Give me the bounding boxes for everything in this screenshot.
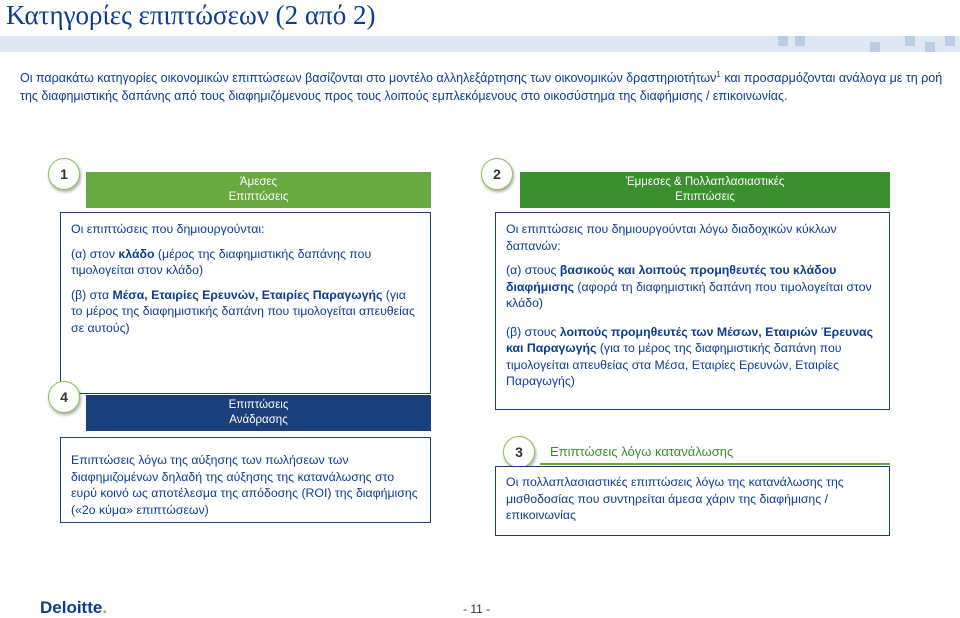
- card3-number-badge: 3: [503, 436, 535, 468]
- decor-square: [795, 36, 805, 46]
- card1-intro: Οι επιπτώσεις που δημιουργούνται:: [71, 222, 265, 236]
- decor-square: [905, 36, 915, 46]
- card4-header: [86, 395, 431, 431]
- card1-item-b: (β) στα Μέσα, Εταιρίες Ερευνών, Εταιρίες Παραγωγής (για το μέρος της διαφημιστικής δαπάνη που τιμολογείται απευθείας σε αυτούς): [71, 287, 415, 335]
- card4-header-line1: Επιπτώσεις: [228, 399, 289, 411]
- title-divider-bar: [0, 36, 960, 52]
- card4-header-line2: Ανάδρασης: [229, 414, 288, 426]
- decor-square: [925, 42, 935, 52]
- page-number: - 11 -: [463, 602, 491, 616]
- card1-body: [60, 212, 431, 394]
- card2-header-line2: Επιπτώσεις: [675, 191, 735, 203]
- card2-item-a: (α) στους βασικούς και λοιπούς προμηθευτές του κλάδου διαφήμισης (αφορά τη διαφημιστική δαπάνη που τιμολογείται στον κλάδο): [506, 263, 872, 310]
- card1-header-line1: Άμεσες: [239, 176, 278, 188]
- card3-header-underline: [540, 463, 890, 465]
- card2-intro: Οι επιπτώσεις που δημιουργούνται λόγω διαδοχικών κύκλων δαπανών:: [506, 222, 837, 253]
- deloitte-logo: Deloitte.: [40, 598, 108, 617]
- card1-item-a: (α) στον κλάδο (μέρος της διαφημιστικής δαπάνης που τιμολογείται στον κλάδο): [71, 246, 372, 277]
- intro-text: Οι παρακάτω κατηγορίες οικονομικών επιπτώσεων βασίζονται στο μοντέλο αλληλεξάρτησης των οικονομικών δραστηριοτήτων: [20, 71, 717, 86]
- decor-square: [945, 36, 955, 46]
- intro-text-cont: και προσαρμόζονται ανάλογα με τη ροή της διαφημιστικής δαπάνης από τους διαφημιζόμενους προς τους λοιπούς εμπλεκόμενους στο οικοσύστημα της διαφήμισης / επικοινωνίας.: [20, 71, 943, 104]
- footnote-ref[interactable]: 1: [716, 70, 721, 79]
- card2-item-b: (β) στους λοιπούς προμηθευτές των Μέσων, Εταιριών Έρευνας και Παραγωγής (για το μέρος της διαφημιστικής δαπάνη που τιμολογείται απευθείας στα Μέσα, Εταιρίες Ερευνών, Εταιρίες Παραγωγής): [506, 324, 874, 388]
- card2-number-badge: 2: [481, 158, 513, 190]
- card1-number-badge: 1: [48, 158, 80, 190]
- card3-body: [495, 466, 890, 536]
- card3-header: Επιπτώσεις λόγω κατανάλωσης: [550, 444, 734, 459]
- card2-header: [520, 172, 890, 208]
- card3-text: Οι πολλαπλασιαστικές επιπτώσεις λόγω της κατανάλωσης της μισθοδοσίας που συντηρείται άμεσα χάριν της διαφήμισης / επικοινωνίας: [506, 475, 844, 522]
- card2-body: [495, 212, 890, 410]
- card1-header: [86, 172, 431, 208]
- card4-text: Επιπτώσεις λόγω της αύξησης των πωλήσεων των διαφημιζομένων δηλαδή της αύξησης της κατανάλωσης στο ευρύ κοινό ως αποτέλεσμα της απόδοσης (ROI) της διαφήμισης («2ο κύμα» επιπτώσεων): [71, 453, 418, 517]
- intro-paragraph: [20, 66, 945, 105]
- decor-square: [778, 36, 788, 46]
- card2-header-line1: Έμμεσες & Πολλαπλασιαστικές: [625, 176, 785, 188]
- decor-square: [870, 42, 880, 52]
- page-title: Κατηγορίες επιπτώσεων (2 από 2): [6, 0, 376, 30]
- card1-header-line2: Επιπτώσεις: [228, 191, 289, 203]
- card4-body: [60, 437, 431, 523]
- card4-number-badge: 4: [48, 381, 80, 413]
